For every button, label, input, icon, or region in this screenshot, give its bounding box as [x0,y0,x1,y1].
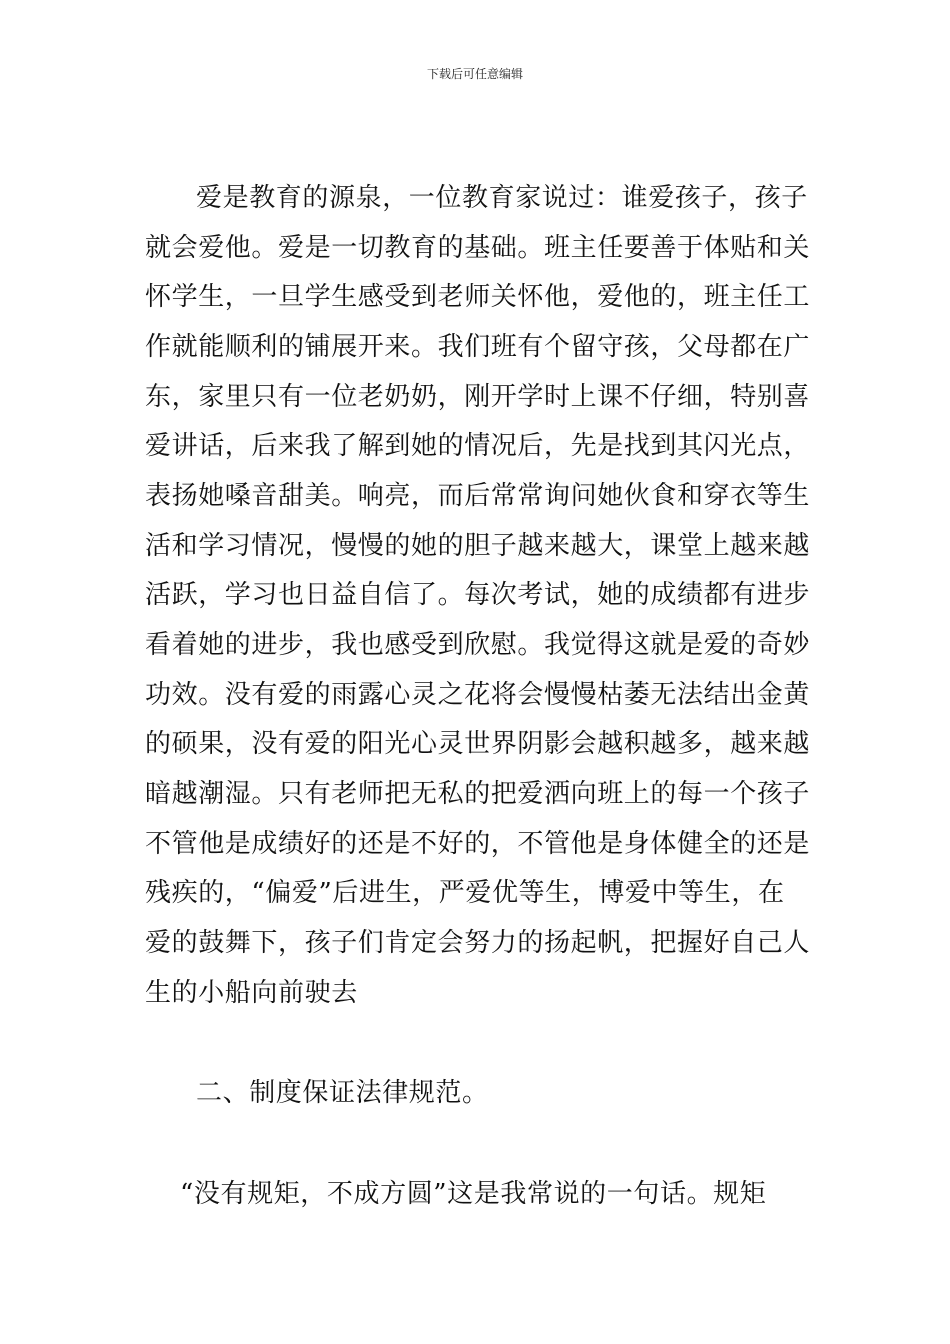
page-header-note: 下载后可任意编辑 [426,67,523,81]
paragraph-line: 爱是教育的源泉，一位教育家说过：谁爱孩子，孩子 [196,183,808,213]
paragraph-line: 活跃，学习也日益自信了。每次考试，她的成绩都有进步 [145,580,811,610]
paragraph-line: 表扬她嗓音甜美。响亮，而后常常询问她伙食和穿衣等生 [145,481,811,511]
paragraph-line: 怀学生，一旦学生感受到老师关怀他，爱他的，班主任工 [145,282,811,312]
paragraph-line: 作就能顺利的铺展开来。我们班有个留守孩，父母都在广 [145,332,811,362]
paragraph-line: 生的小船向前驶去 [145,978,358,1008]
paragraph-line: 东，家里只有一位老奶奶，刚开学时上课不仔细，特别喜 [145,382,811,412]
section-heading: 二、制度保证法律规范。 [196,1078,489,1108]
paragraph-line: 活和学习情况，慢慢的她的胆子越来越大，课堂上越来越 [145,531,811,561]
paragraph-line: 功效。没有爱的雨露心灵之花将会慢慢枯萎无法结出金黄 [145,680,811,710]
paragraph-line: 看着她的进步，我也感受到欣慰。我觉得这就是爱的奇妙 [145,630,811,660]
paragraph-line: 暗越潮湿。只有老师把无私的把爱洒向班上的每一个孩子 [145,779,811,809]
paragraph-line: 就会爱他。爱是一切教育的基础。班主任要善于体贴和关 [145,233,811,263]
paragraph-line: 不管他是成绩好的还是不好的，不管他是身体健全的还是 [145,829,811,859]
paragraph-line: 爱讲话，后来我了解到她的情况后，先是找到其闪光点， [145,431,811,461]
paragraph-line: “没有规矩，不成方圆”这是我常说的一句话。规矩 [180,1179,767,1209]
paragraph-line: 的硕果，没有爱的阳光心灵世界阴影会越积越多，越来越 [145,729,811,759]
paragraph-line: 爱的鼓舞下，孩子们肯定会努力的扬起帆，把握好自己人 [145,928,811,958]
paragraph-line: 残疾的，“偏爱”后进生，严爱优等生，博爱中等生，在 [145,878,785,908]
